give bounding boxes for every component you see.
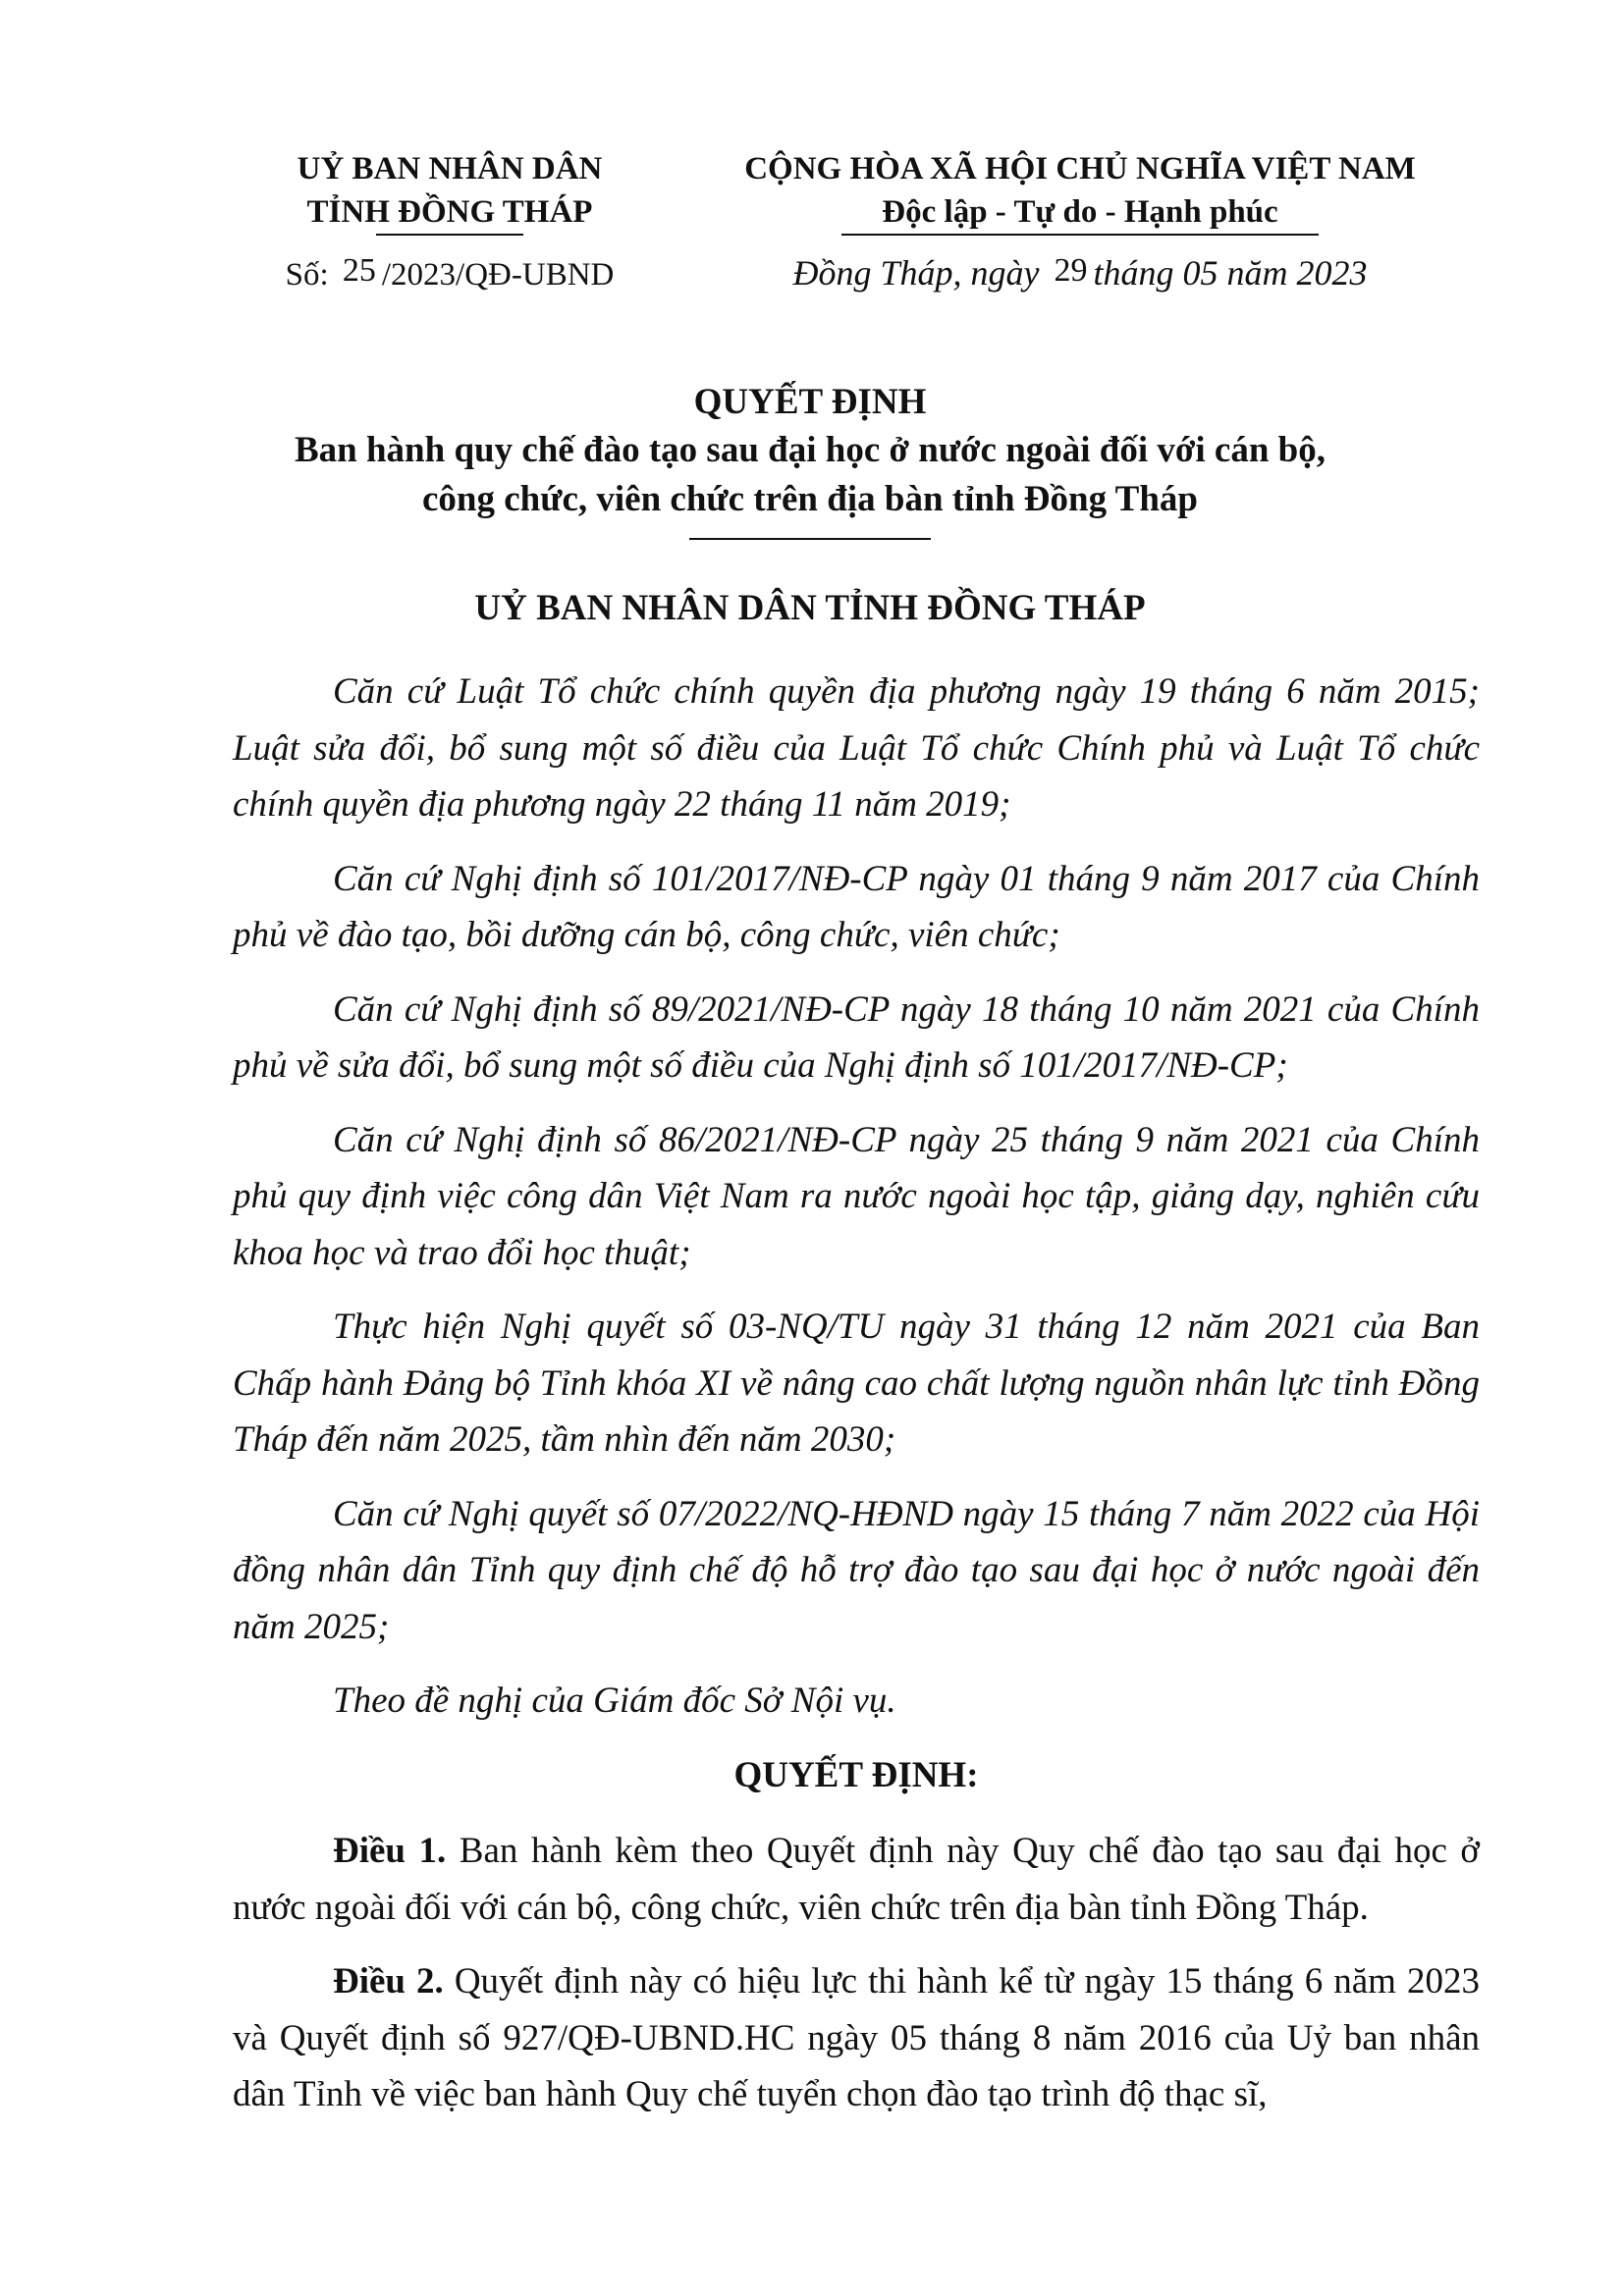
issue-date — [677, 251, 1483, 296]
document-type-title: QUYẾT ĐỊNH — [693, 382, 927, 422]
number-prefix: Số: — [285, 257, 329, 293]
article-text: Quyết định này có hiệu lực thi hành kể từ ngày 15 tháng 6 năm 2023 và Quyết định số 927/QĐ-UBND.HC ngày 05 tháng 8 năm 2016 của Uỷ ban nhân dân Tỉnh về việc ban hành Quy chế tuyển chọn đào tạo trình độ thạc sĩ, — [233, 1961, 1480, 2114]
issuing-agency-block — [234, 147, 666, 296]
preamble-paragraph: Căn cứ Nghị định số 101/2017/NĐ-CP ngày 01 tháng 9 năm 2017 của Chính phủ về đào tạo, bồi dưỡng cán bộ, công chức, viên chức; — [233, 858, 1480, 955]
agency-name-line1: UỶ BAN NHÂN DÂN — [297, 151, 603, 187]
document-subject-line1: Ban hành quy chế đào tạo sau đại học ở nước ngoài đối với cán bộ, — [294, 430, 1326, 470]
document-subject-line2: công chức, viên chức trên địa bàn tỉnh Đồng Tháp — [421, 479, 1198, 519]
article-paragraph — [233, 1823, 1480, 1936]
article-paragraph — [233, 1953, 1480, 2123]
article-label: Điều 2. — [333, 1961, 444, 2002]
nation-motto: Độc lập - Tự do - Hạnh phúc — [882, 194, 1278, 230]
decision-heading: QUYẾT ĐỊNH: — [733, 1754, 979, 1795]
preamble-paragraph: Theo đề nghị của Giám đốc Sở Nội vụ. — [333, 1681, 896, 1721]
document-body — [233, 664, 1480, 2141]
article-label: Điều 1. — [333, 1831, 447, 1871]
issuing-authority-heading: UỶ BAN NHÂN DÂN TỈNH ĐỒNG THÁP — [474, 588, 1146, 628]
preamble-paragraph: Căn cứ Nghị quyết số 07/2022/NQ-HĐND ngày 15 tháng 7 năm 2022 của Hội đồng nhân dân Tỉnh quy định chế độ hỗ trợ đào tạo sau đại học ở nước ngoài đến năm 2025; — [233, 1493, 1480, 1647]
agency-name-line2: TỈNH ĐỒNG THÁP — [306, 194, 593, 230]
document-title-block — [196, 379, 1424, 540]
agency-underline — [376, 234, 523, 236]
date-day: 29 — [1054, 252, 1088, 289]
date-prefix: Đồng Tháp, ngày — [792, 253, 1040, 293]
preamble-paragraph: Căn cứ Nghị định số 86/2021/NĐ-CP ngày 25 tháng 9 năm 2021 của Chính phủ quy định việc công dân Việt Nam ra nước ngoài học tập, giảng dạy, nghiên cứu khoa học và trao đổi học thuật; — [233, 1119, 1480, 1273]
motto-underline — [841, 234, 1319, 236]
national-motto-block — [677, 147, 1483, 296]
number-suffix: /2023/QĐ-UBND — [381, 257, 615, 293]
preamble-paragraph: Thực hiện Nghị quyết số 03-NQ/TU ngày 31 tháng 12 năm 2021 của Ban Chấp hành Đảng bộ Tỉnh khóa XI về nâng cao chất lượng nguồn nhân lực tỉnh Đồng Tháp đến năm 2025, tầm nhìn đến năm 2030; — [233, 1307, 1480, 1460]
article-text: Ban hành kèm theo Quyết định này Quy chế đào tạo sau đại học ở nước ngoài đối với cán bộ, công chức, viên chức trên địa bàn tỉnh Đồng Tháp. — [233, 1831, 1480, 1928]
preamble-paragraph: Căn cứ Luật Tổ chức chính quyền địa phương ngày 19 tháng 6 năm 2015; Luật sửa đổi, bổ sung một số điều của Luật Tổ chức Chính phủ và Luật Tổ chức chính quyền địa phương ngày 22 tháng 11 năm 2019; — [233, 671, 1480, 825]
number-value: 25 — [342, 252, 376, 289]
title-underline — [689, 538, 931, 540]
preamble-paragraph: Căn cứ Nghị định số 89/2021/NĐ-CP ngày 18 tháng 10 năm 2021 của Chính phủ về sửa đổi, bổ sung một số điều của Nghị định số 101/2017/NĐ-CP; — [233, 988, 1480, 1086]
date-suffix: tháng 05 năm 2023 — [1093, 253, 1368, 293]
nation-name: CỘNG HÒA XÃ HỘI CHỦ NGHĨA VIỆT NAM — [744, 151, 1416, 187]
document-number — [234, 253, 666, 296]
